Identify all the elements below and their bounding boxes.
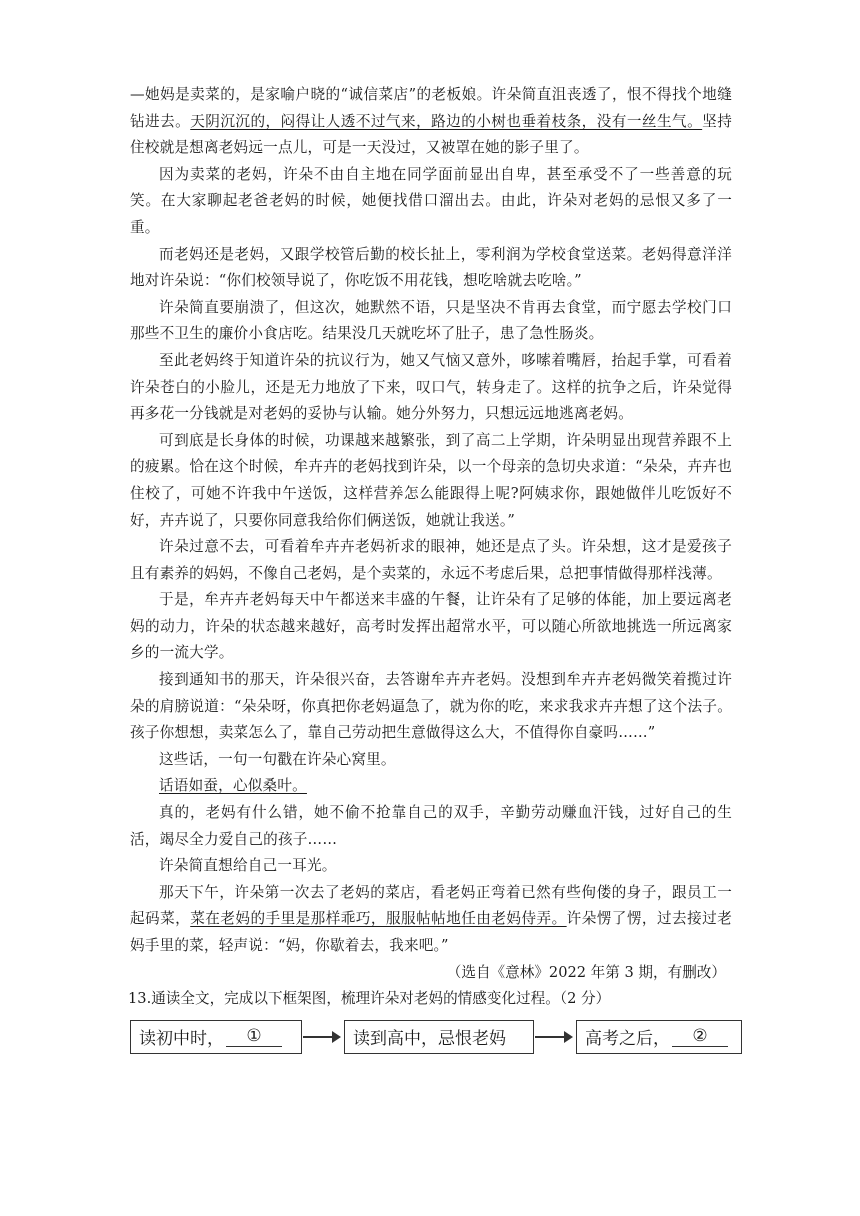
article-paragraph [130,880,732,960]
paragraph-text: 那天下午，许朵第一次去了老妈的菜店，看老妈正弯着已然有些佝偻的身子，跟员工一起码菜， [130,883,732,928]
article-paragraph [130,534,732,587]
framework-diagram [130,1020,734,1056]
paragraph-text: 许朵愣了愣，过去接过老妈手里的菜，轻声说：“妈，你歇着去，我来吧。” [130,910,732,954]
underlined-sentence: 话语如蚕，心似桑叶。 [159,777,307,795]
answer-blank-1[interactable]: ① [226,1026,282,1047]
article-paragraph [130,428,732,534]
article-paragraph [130,587,732,667]
article-paragraph [130,295,732,348]
underlined-sentence: 天阴沉沉的，闷得让人透不过气来，路边的小树也垂着枝条，没有一丝生气。 [190,112,703,130]
flow-box-2-label: 读到高中，忌恨老妈 [353,1029,506,1050]
source-citation: （选自《意林》2022 年第 3 期，有删改） [446,963,726,981]
flow-box-after-exam [576,1020,742,1054]
article-page [130,82,732,1056]
flow-box-3-label: 高考之后， [585,1029,670,1050]
flow-box-high-school [344,1020,534,1054]
article-paragraph [130,667,732,747]
paragraph-text: —她妈是卖菜的，是家喻户晓的“诚信菜店”的老板娘。许朵简直沮丧透了，恨不得找个地缝钻进去。 [130,86,732,130]
answer-blank-2[interactable]: ② [672,1026,728,1047]
article-paragraph [130,800,732,853]
paragraph-text: 可到底是长身体的时候，功课越来越繁张，到了高二上学期，许朵明显出现营养跟不上的疲累。恰在这个时候，牟卉卉的老妈找到许朵，以一个母亲的急切央求道：“朵朵，卉卉也住校了，可她不许我中午送饭，这样营养怎么能跟得上呢?阿姨求你，跟她做伴儿吃饭好不好，卉卉说了，只要你同意我给你们俩送饭，她就让我送。” [130,431,732,529]
flow-box-1-label: 读初中时， [139,1029,224,1050]
article-paragraph [130,242,732,295]
question-13: 13.通读全文，完成以下框架图，梳理许朵对老妈的情感变化过程。（2 分） [128,990,611,1008]
paragraph-text: 至此老妈终于知道许朵的抗议行为，她又气恼又意外，哆嗦着嘴唇，抬起手掌，可看着许朵苍白的小脸儿，还是无力地放了下来，叹口气，转身走了。这样的抗争之后，许朵觉得再多花一分钱就是对老妈的妥协与认输。她分外努力，只想远远地逃离老妈。 [130,351,732,423]
article-paragraph [130,747,732,774]
flow-box-junior-high [130,1020,302,1054]
paragraph-text: 因为卖菜的老妈，许朵不由自主地在同学面前显出自卑，甚至承受不了一些善意的玩笑。在大家聊起老爸老妈的时候，她便找借口溜出去。由此，许朵对老妈的忌恨又多了一重。 [130,165,732,236]
paragraph-text: 许朵过意不去，可看着牟卉卉老妈祈求的眼神，她还是点了头。许朵想，这才是爱孩子且有素养的妈妈，不像自己老妈，是个卖菜的，永远不考虑后果，总把事情做得那样浅薄。 [130,538,732,582]
underlined-sentence: 菜在老妈的手里是那样乖巧，服服帖帖地任由老妈侍弄。 [190,910,567,928]
article-paragraph [130,348,732,428]
flow-arrow-1 [303,1036,339,1038]
article-paragraph [130,82,732,162]
paragraph-text: 这些话，一句一句戳在许朵心窝里。 [159,750,396,768]
flow-arrow-2 [535,1036,571,1038]
article-paragraph [130,853,732,880]
paragraph-text: 接到通知书的那天，许朵很兴奋，去答谢牟卉卉老妈。没想到牟卉卉老妈微笑着揽过许朵的肩膀说道：“朵朵呀，你真把你老妈逼急了，就为你的吃，来求我求卉卉想了这个法子。孩子你想想，卖菜怎么了，靠自己劳动把生意做得这么大，不值得你自豪吗……” [130,671,732,742]
paragraph-text: 坚持住校就是想离老妈远一点儿，可是一天没过，又被罩在她的影子里了。 [130,112,732,157]
paragraph-text: 许朵简直要崩溃了，但这次，她默然不语，只是坚决不肯再去食堂，而宁愿去学校门口那些不卫生的廉价小食店吃。结果没几天就吃坏了肚子，患了急性肠炎。 [130,298,732,343]
article-paragraph [130,162,732,242]
article-body [130,82,732,960]
paragraph-text: 许朵简直想给自己一耳光。 [159,857,337,875]
paragraph-text: 真的，老妈有什么错，她不偷不抢靠自己的双手，辛勤劳动赚血汗钱，过好自己的生活，竭尽全力爱自己的孩子…… [130,804,732,848]
paragraph-text: 而老妈还是老妈，又跟学校管后勤的校长扯上，零利润为学校食堂送菜。老妈得意洋洋地对许朵说：“你们校领导说了，你吃饭不用花钱，想吃啥就去吃啥。” [130,245,732,290]
article-paragraph [130,773,732,800]
paragraph-text: 于是，牟卉卉老妈每天中午都送来丰盛的午餐，让许朵有了足够的体能，加上要远离老妈的动力，许朵的状态越来越好，高考时发挥出超常水平，可以随心所欲地挑选一所远离家乡的一流大学。 [130,591,732,662]
